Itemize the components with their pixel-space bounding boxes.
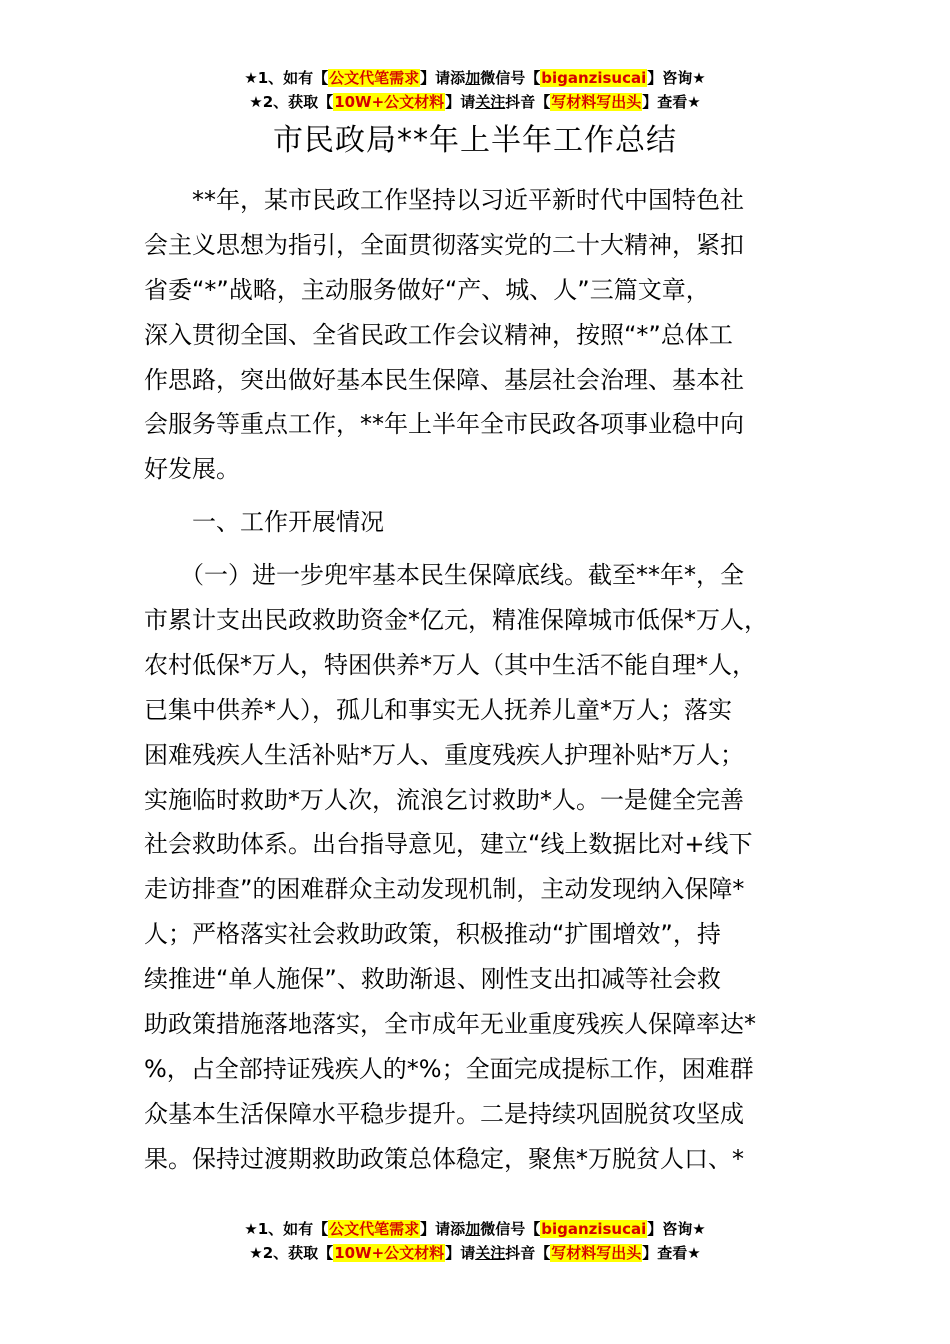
body-text-line: 一、工作开展情况 <box>144 508 384 537</box>
body-text-line: 走访排查”的困难群众主动发现机制，主动发现纳入保障* <box>144 875 745 904</box>
notice-text: 】咨询★ <box>647 1220 706 1238</box>
body-text-line: 深入贯彻全国、全省民政工作会议精神，按照“*”总体工 <box>144 320 733 349</box>
notice-highlight: 写材料写出头 <box>551 93 642 111</box>
notice-underline: 关注 <box>475 93 506 111</box>
notice-underline: 关注 <box>475 1244 506 1262</box>
body-text-line: 会服务等重点工作，**年上半年全市民政各项事业稳中向 <box>144 410 744 439</box>
notice-highlight: 公文代笔需求 <box>329 1220 420 1238</box>
notice-underline: 加 <box>465 69 481 87</box>
notice-line-1 <box>0 66 950 90</box>
notice-highlight: biganzisucai <box>541 69 647 87</box>
notice-text: 】请添 <box>420 69 466 87</box>
notice-text: 】查看★ <box>642 93 701 111</box>
paragraph-gap <box>144 545 824 553</box>
body-text-line: 困难残疾人生活补贴*万人、重度残疾人护理补贴*万人； <box>144 740 744 769</box>
notice-text: ★1、如有【 <box>244 1220 329 1238</box>
body-text-line: 农村低保*万人，特困供养*万人（其中生活不能自理*人， <box>144 650 756 679</box>
notice-text: 微信号【 <box>480 1220 541 1238</box>
notice-highlight: 10W+公文材料 <box>334 93 445 111</box>
paragraph-gap <box>144 492 824 500</box>
body-text-line: 众基本生活保障水平稳步提升。二是持续巩固脱贫攻坚成 <box>144 1099 744 1128</box>
body-text-line: 作思路，突出做好基本民生保障、基层社会治理、基本社 <box>144 365 744 394</box>
notice-text: 】请添 <box>420 1220 466 1238</box>
notice-text: ★2、获取【 <box>249 1244 334 1262</box>
notice-text: 】咨询★ <box>647 69 706 87</box>
body-text-line: 助政策措施落地落实，全市成年无业重度残疾人保障率达* <box>144 1010 756 1039</box>
notice-text: 微信号【 <box>480 69 541 87</box>
notice-line-2 <box>0 1241 950 1265</box>
body-text-line: 市累计支出民政救助资金*亿元，精准保障城市低保*万人， <box>144 606 768 635</box>
body-text-line: %，占全部持证残疾人的*%；全面完成提标工作，困难群 <box>144 1054 754 1083</box>
body-text-line: **年，某市民政工作坚持以习近平新时代中国特色社 <box>144 186 744 214</box>
notice-highlight: 10W+公文材料 <box>334 1244 445 1262</box>
body-text-line: 续推进“单人施保”、救助渐退、刚性支出扣减等社会救 <box>144 965 721 994</box>
notice-highlight: 公文代笔需求 <box>329 69 420 87</box>
notice-text: 】请 <box>445 93 476 111</box>
document-title: 市民政局**年上半年工作总结 <box>273 123 677 158</box>
footer-notice <box>0 1217 950 1265</box>
body-text-line: 实施临时救助*万人次，流浪乞讨救助*人。一是健全完善 <box>144 785 744 814</box>
body-text-line: 省委“*”战略，主动服务做好“产、城、人”三篇文章， <box>144 275 710 304</box>
body-text-line: 已集中供养*人），孤儿和事实无人抚养儿童*万人；落实 <box>144 695 732 724</box>
notice-text: 】请 <box>445 1244 476 1262</box>
body-text-line: （一）进一步兜牢基本民生保障底线。截至**年*，全 <box>144 561 744 590</box>
notice-highlight: 写材料写出头 <box>551 1244 642 1262</box>
body-text-line: 好发展。 <box>144 455 240 484</box>
notice-line-1 <box>0 1217 950 1241</box>
notice-underline: 加 <box>465 1220 481 1238</box>
document-body <box>144 178 824 1182</box>
notice-text: ★1、如有【 <box>244 69 329 87</box>
notice-highlight: biganzisucai <box>541 1220 647 1238</box>
header-notice <box>0 66 950 114</box>
body-text-line: 社会救助体系。出台指导意见，建立“线上数据比对+线下 <box>144 830 753 859</box>
notice-text: 抖音【 <box>505 93 551 111</box>
notice-text: 】查看★ <box>642 1244 701 1262</box>
body-text-line: 人；严格落实社会救助政策，积极推动“扩围增效”，持 <box>144 920 721 949</box>
notice-line-2 <box>0 90 950 114</box>
notice-text: ★2、获取【 <box>249 93 334 111</box>
body-text-line: 果。保持过渡期救助政策总体稳定，聚焦*万脱贫人口、* <box>144 1144 744 1173</box>
notice-text: 抖音【 <box>505 1244 551 1262</box>
body-text-line: 会主义思想为指引，全面贯彻落实党的二十大精神，紧扣 <box>144 230 744 259</box>
